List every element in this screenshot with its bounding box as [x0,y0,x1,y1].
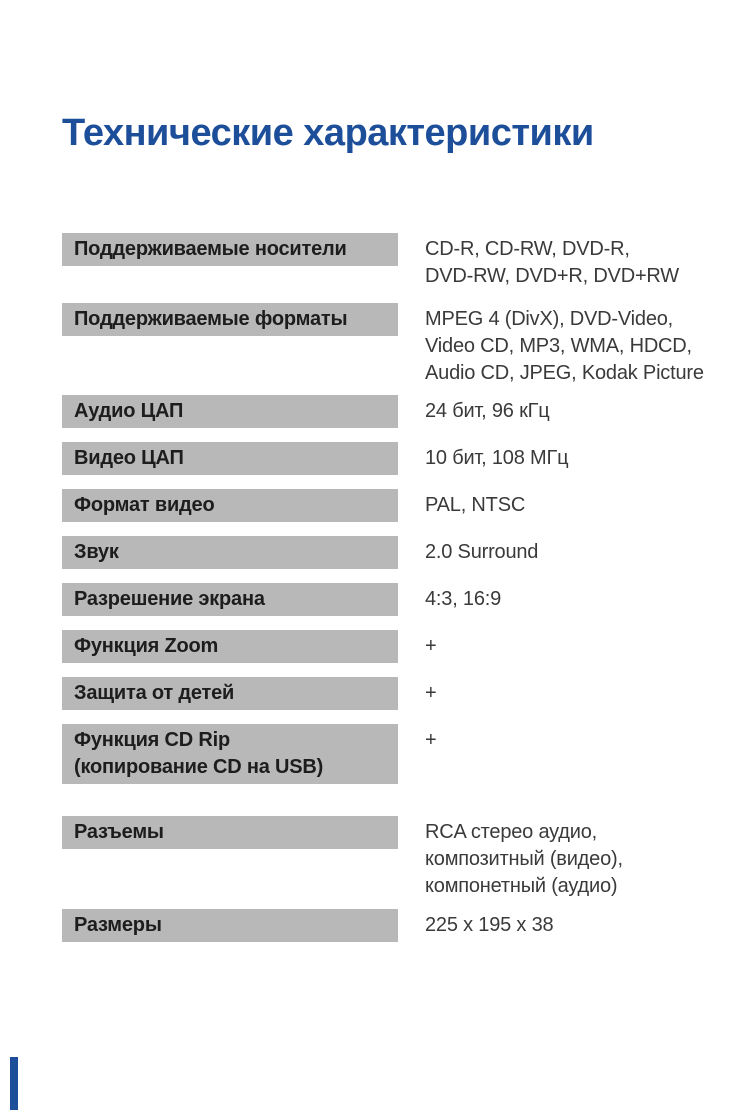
spec-value-line: MPEG 4 (DivX), DVD-Video, [425,308,674,330]
spec-row [62,583,712,616]
spec-row [62,909,712,942]
spec-label [62,630,398,663]
spec-value-line: CD-R, CD-RW, DVD-R, [425,238,630,260]
spec-row [62,630,712,663]
spec-value-line: + [425,729,437,751]
spec-row [62,233,712,290]
spec-label-line: Защита от детей [74,682,235,704]
page-edge-marker [10,1057,18,1110]
spec-row [62,303,712,387]
spec-value-line: композитный (видео), [425,848,623,870]
spec-label [62,303,398,336]
spec-label [62,724,398,784]
spec-label-line: (копирование CD на USB) [74,756,324,778]
spec-value-line: компонетный (аудио) [425,875,618,897]
spec-value [425,233,679,290]
page-title: Технические характеристики [62,112,594,154]
spec-label [62,395,398,428]
spec-label-line: Поддерживаемые форматы [74,308,348,330]
spec-row [62,489,712,522]
spec-label [62,816,398,849]
spec-label [62,489,398,522]
spec-value [425,677,436,707]
spec-label-line: Функция Zoom [74,635,219,657]
spec-value [425,442,568,472]
spec-label-line: Разрешение экрана [74,588,265,610]
spec-label-line: Видео ЦАП [74,447,184,469]
spec-label [62,583,398,616]
spec-value-line: 4:3, 16:9 [425,588,502,610]
spec-row [62,677,712,710]
spec-row [62,536,712,569]
spec-label-line: Звук [74,541,119,563]
spec-value-line: 10 бит, 108 МГц [425,447,569,469]
spec-value-line: Video CD, MP3, WMA, HDCD, [425,335,692,357]
spec-row [62,442,712,475]
spec-value [425,583,501,613]
spec-value-line: + [425,635,437,657]
spec-row [62,816,712,900]
spec-label [62,677,398,710]
spec-value-line: RCA стерео аудио, [425,821,598,843]
spec-value [425,724,436,754]
spec-value [425,489,525,519]
spec-row [62,724,712,784]
spec-label [62,536,398,569]
spec-label-line: Поддерживаемые носители [74,238,347,260]
spec-value [425,630,436,660]
spec-value [425,395,550,425]
spec-row [62,395,712,428]
spec-table [62,233,712,942]
spec-value [425,816,623,900]
spec-value-line: Audio CD, JPEG, Kodak Picture [425,362,704,384]
spec-label-line: Размеры [74,914,162,936]
spec-value-line: + [425,682,437,704]
spec-label [62,909,398,942]
spec-label-line: Функция CD Rip [74,729,230,751]
spec-value [425,536,538,566]
spec-value-line: DVD-RW, DVD+R, DVD+RW [425,265,679,287]
spec-label [62,233,398,266]
spec-label-line: Аудио ЦАП [74,400,184,422]
spec-value-line: 2.0 Surround [425,541,539,563]
spec-value [425,909,553,939]
spec-value [425,303,704,387]
spec-label [62,442,398,475]
spec-value-line: 24 бит, 96 кГц [425,400,550,422]
spec-value-line: PAL, NTSC [425,494,526,516]
spec-value-line: 225 x 195 x 38 [425,914,554,936]
spec-label-line: Формат видео [74,494,215,516]
spec-label-line: Разъемы [74,821,164,843]
